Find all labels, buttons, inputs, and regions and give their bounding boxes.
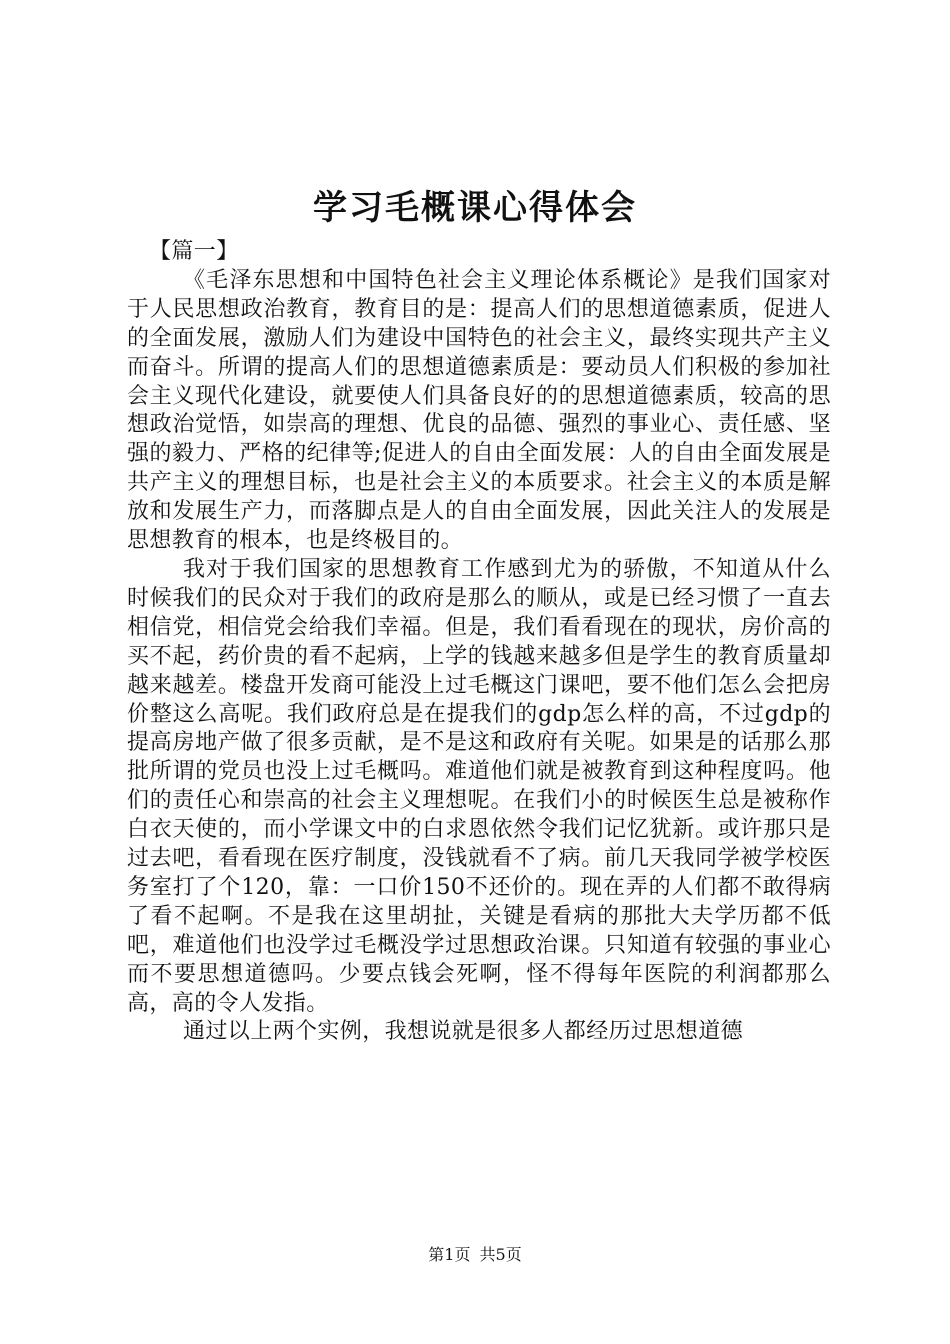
paragraph-2: 我对于我们国家的思想教育工作感到尤为的骄傲，不知道从什么时候我们的民众对于我们的政府是那么的顺从，或是已经习惯了一直去相信党，相信党会给我们幸福。但是，我们看看现在的现状，房价高的买不起，药价贵的看不起病，上学的钱越来越多但是学生的教育质量却越来越差。楼盘开发商可能没上过毛概这门课吧，要不他们怎么会把房价整这么高呢。我们政府总是在提我们的gdp怎么样的高，不过gdp的提高房地产做了很多贡献，是不是这和政府有关呢。如果是的话那么那批所谓的党员也没上过毛概吗。难道他们就是被教育到这种程度吗。他们的责任心和崇高的社会主义理想呢。在我们小的时候医生总是被称作白衣天使的，而小学课文中的白求恩依然令我们记忆犹新。或许那只是过去吧，看看现在医疗制度，没钱就看不了病。前几天我同学被学校医务室打了个120，靠：一口价150不还价的。现在弄的人们都不敢得病了看不起啊。不是我在这里胡扯，关键是看病的那批大夫学历都不低吧，难道他们也没学过毛概没学过思想政治课。只知道有较强的事业心而不要思想道德吗。少要点钱会死啊，怪不得每年医院的利润都那么高，高的令人发指。 [127,556,831,1016]
document-body [127,238,831,1047]
document-title: 学习毛概课心得体会 [313,188,637,228]
paragraph-1: 《毛泽东思想和中国特色社会主义理论体系概论》是我们国家对于人民思想政治教育，教育目的是：提高人们的思想道德素质，促进人的全面发展，激励人们为建设中国特色的社会主义，最终实现共产主义而奋斗。所谓的提高人们的思想道德素质是：要动员人们积极的参加社会主义现代化建设，就要使人们具备良好的的思想道德素质，较高的思想政治觉悟，如崇高的理想、优良的品德、强烈的事业心、责任感、坚强的毅力、严格的纪律等;促进人的自由全面发展：人的自由全面发展是共产主义的理想目标，也是社会主义的本质要求。社会主义的本质是解放和发展生产力，而落脚点是人的自由全面发展，因此关注人的发展是思想教育的根本，也是终极目的。 [127,267,831,554]
page-number-current: 第1页 [428,1245,471,1264]
page-number-total: 共5页 [479,1245,522,1264]
page-footer [0,1243,950,1267]
section-label: 【篇一】 [149,239,239,264]
paragraph-3: 通过以上两个实例，我想说就是很多人都经历过思想道德 [183,1019,744,1045]
